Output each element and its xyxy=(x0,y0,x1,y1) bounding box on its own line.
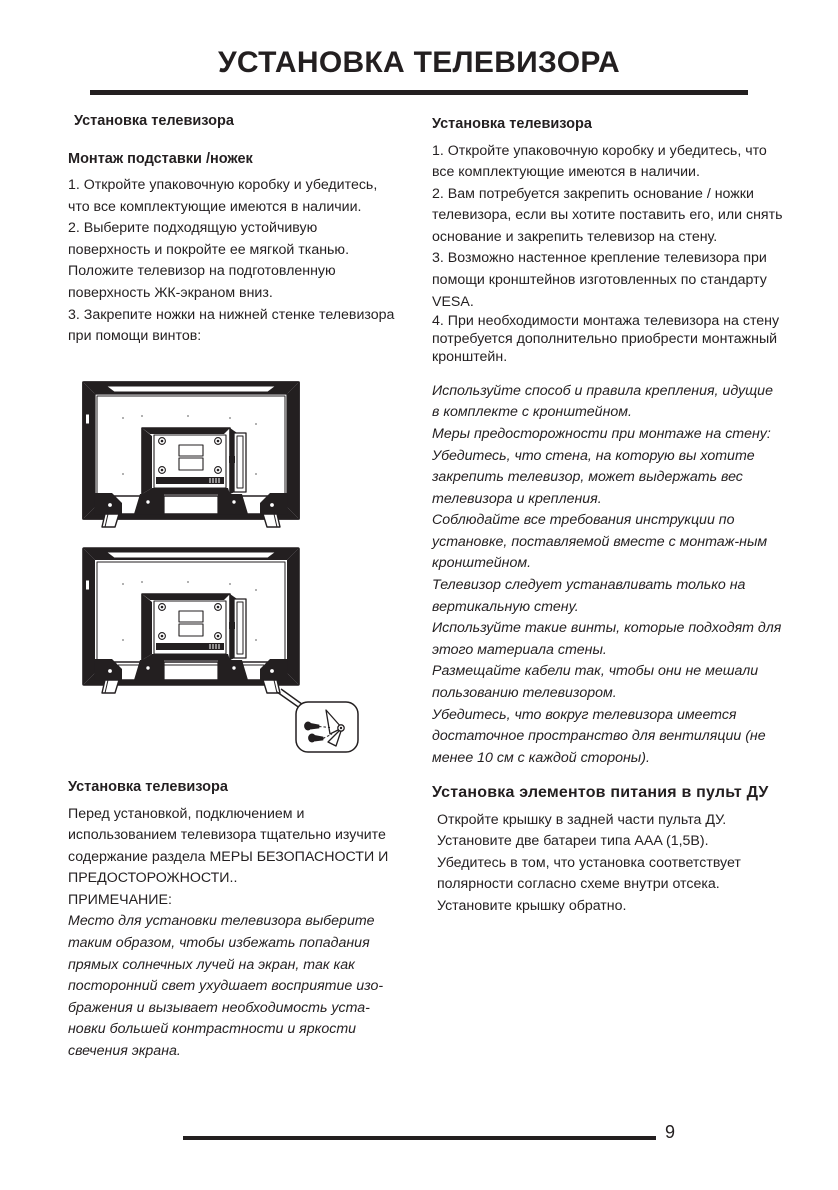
figure-stack xyxy=(78,378,390,754)
page-title: УСТАНОВКА ТЕЛЕВИЗОРА xyxy=(217,46,621,79)
screw-detail-callout xyxy=(296,702,358,752)
left-sub-heading: Монтаж подставки /ножек xyxy=(68,150,253,167)
tv-rear-leg-assembly-figure xyxy=(78,544,390,754)
left-lower-block xyxy=(68,778,398,1063)
right-steps-1-3: 1. Откройте упаковочную коробку и убедитесь, что все комплектующие имеются в наличии. 2. Вам потребуется закрепить основание / ножки телевизора, если вы хотите поставить его, или снять основание и закрепить телевизор на стену. 3. Возможно настенное крепление телевизора при помощи кронштейнов изготовленных по стандарту VESA. xyxy=(432,142,783,310)
left-note-label: ПРИМЕЧАНИЕ: xyxy=(68,891,172,908)
title-divider-rule xyxy=(90,90,748,95)
footer-divider-rule xyxy=(183,1136,656,1140)
right-section-heading: Установка телевизора xyxy=(432,116,592,132)
page-number: 9 xyxy=(665,1122,676,1142)
left-note-body: Место для установки телевизора выберите таким образом, чтобы избежать попадания прямых солнечных лучей на экран, так как посторонний свет ухудшает восприятие изо-бражения и вызывает необходимость уста-новки большей контрастности и яркости свечения экрана. xyxy=(68,913,384,1059)
battery-instructions: Откройте крышку в задней части пульта ДУ. Установите две батареи типа AAA (1,5В). Убедитесь в том, что установка соответствует полярности согласно схеме внутри отсека. Установите крышку обратно. xyxy=(437,811,741,915)
left-section-heading: Установка телевизора xyxy=(74,113,234,129)
right-italic-precautions: Используйте способ и правила крепления, идущие в комплекте с кронштейном. Меры предосторожности при монтаже на стену: Убедитесь, что стена, на которую вы хотите закрепить телевизор, может выдержать вес телевизора и крепления. Соблюдайте все требования инструкции по установке, поставляемой вместе с монтаж-ным кронштейном. Телевизор следует устанавливать только на вертикальную стену. Используйте такие винты, которые подходят для этого материала стены. Размещайте кабели так, чтобы они не мешали пользованию телевизором. Убедитесь, что вокруг телевизора имеется достаточное пространство для вентиляции (не менее 10 см с каждой стороны). xyxy=(432,382,782,766)
right-step-4: 4. При необходимости монтажа телевизора на стену потребуется дополнительно приобрести монтажный кронштейн. xyxy=(432,313,780,365)
battery-section-heading: Установка элементов питания в пульт ДУ xyxy=(432,784,769,802)
left-lower-body: Перед установкой, подключением и использованием телевизора тщательно изучите содержание раздела МЕРЫ БЕЗОПАСНОСТИ И ПРЕДОСТОРОЖНОСТИ.. xyxy=(68,805,389,887)
left-steps-paragraph: 1. Откройте упаковочную коробку и убедитесь, что все комплектующие имеются в наличии. 2. Выберите подходящую устойчивую поверхность и покройте ее мягкой тканью. Положите телевизор на подготовленную поверхность ЖК-экраном вниз. 3. Закрепите ножки на нижней стенке телевизора при помощи винтов: xyxy=(68,177,395,345)
tv-rear-with-legs-figure xyxy=(78,378,390,530)
left-lower-heading: Установка телевизора xyxy=(68,779,228,795)
